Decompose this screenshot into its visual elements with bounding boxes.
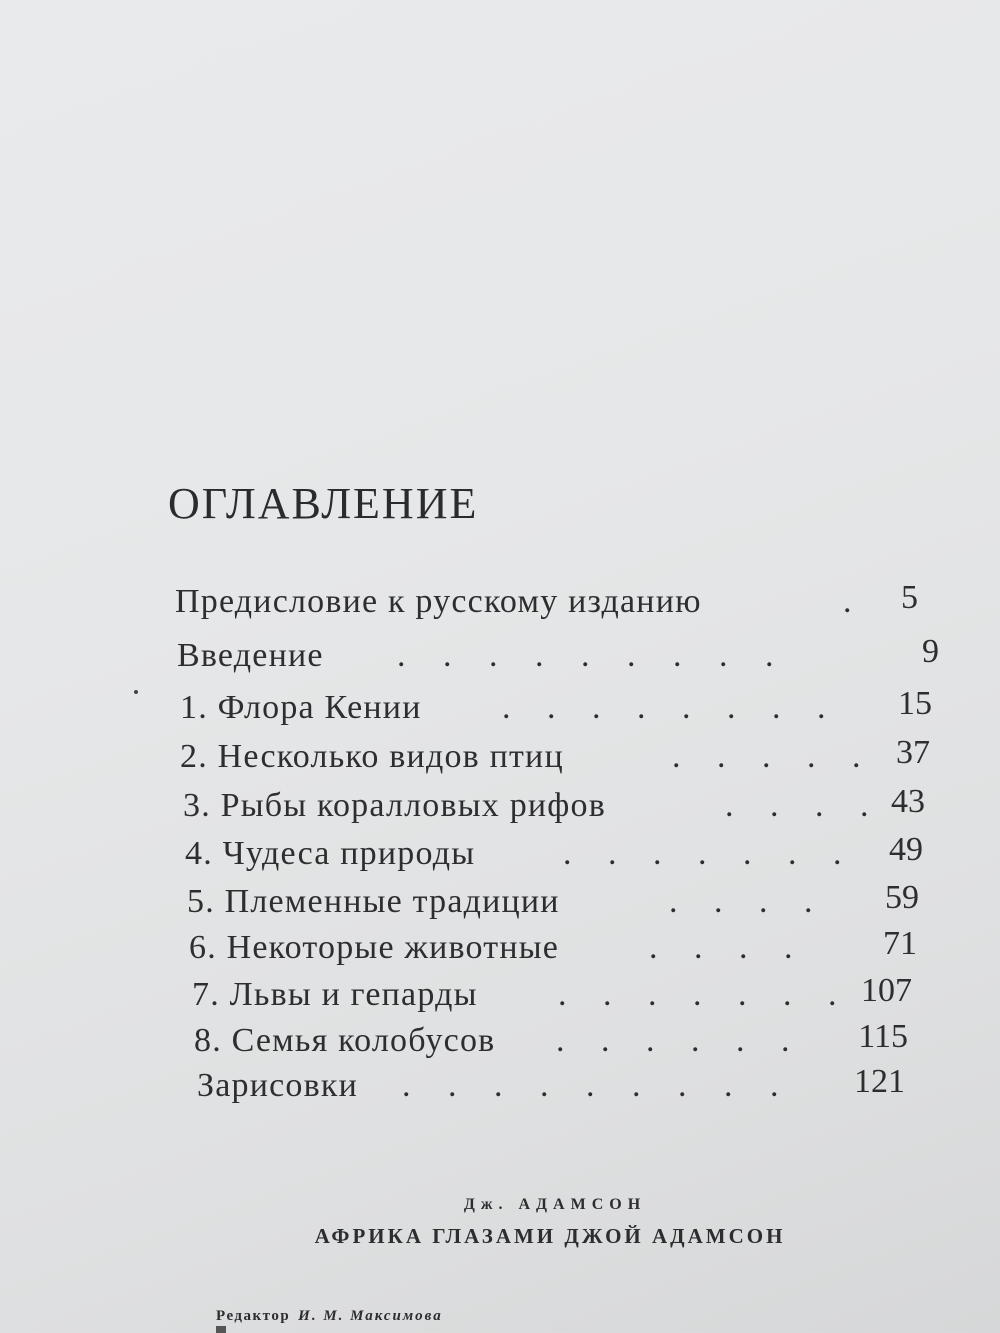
toc-entry-leader: . . . . . . . [563,835,856,872]
author-line: Дж. АДАМСОН [463,1196,647,1213]
toc-entry [187,880,957,924]
toc-entry-leader: . . . . [649,929,807,966]
toc-entry-title: 7. Львы и гепарды [192,976,478,1013]
toc-entry-title: Предисловие к русскому изданию [175,583,702,620]
toc-entry-title: Зарисовки [197,1067,358,1104]
toc-heading: ОГЛАВЛЕНИЕ [168,479,479,528]
toc-entry-page: 15 [898,685,932,722]
toc-entry-page: 115 [858,1018,908,1055]
toc-entry-page: 121 [854,1063,905,1100]
toc-entry-leader: . . . . . . . . . [402,1067,793,1104]
toc-entry [192,973,962,1017]
toc-entry-leader: . . . . . . . . . [397,637,788,674]
toc-entry-leader: . . . . . [672,738,875,775]
toc-entry-page: 59 [885,879,919,916]
paper-speck [134,690,138,694]
toc-entry-title: Введение [177,637,324,674]
toc-entry-title: 8. Семья колобусов [194,1022,496,1059]
editor-credit [216,1308,443,1325]
toc-entry-page: 71 [883,925,917,962]
toc-entry [185,832,955,876]
toc-entry-page: 49 [889,831,923,868]
toc-entry-title: 2. Несколько видов птиц [180,738,564,775]
toc-entry-leader: . . . . . . [556,1022,804,1059]
toc-entry-leader: . . . . . . . . [502,689,840,726]
toc-entry-leader: . . . . . . . [558,976,851,1013]
book-title: АФРИКА ГЛАЗАМИ ДЖОЙ АДАМСОН [314,1224,786,1248]
editor-label: Редактор [216,1308,291,1324]
toc-entry [194,1019,964,1063]
toc-entry [197,1064,967,1108]
toc-entry-title: 3. Рыбы коралловых рифов [183,787,606,824]
toc-entry-page: 37 [896,734,930,771]
editor-name: И. М. Максимова [298,1308,443,1324]
toc-entry [189,926,959,970]
toc-entry-leader: . [843,583,852,620]
toc-entry [175,580,945,624]
cropped-text-fragment [216,1326,226,1333]
toc-entry-leader: . . . . [669,883,827,920]
toc-entry [180,686,950,730]
toc-entry [183,784,953,828]
toc-entry-page: 5 [901,579,918,616]
toc-entry-title: 4. Чудеса природы [185,835,476,872]
toc-entry-title: 1. Флора Кении [180,689,422,726]
toc-entry-title: 5. Племенные традиции [187,883,560,920]
toc-entry-page: 107 [861,972,912,1009]
toc-entry-leader: . . . . [725,787,883,824]
toc-entry [177,634,947,678]
toc-entry-page: 9 [922,633,939,670]
toc-entry-page: 43 [891,783,925,820]
toc-entry [180,735,950,779]
toc-entry-title: 6. Некоторые животные [189,929,560,966]
